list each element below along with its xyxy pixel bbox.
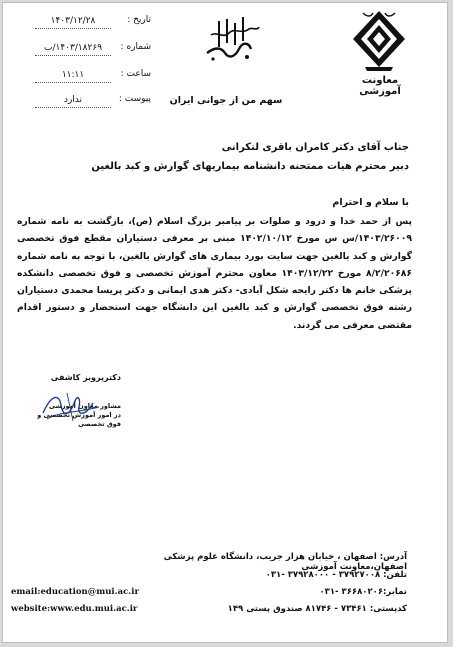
signer-title: مشاور معاون آموزشی bbox=[48, 402, 121, 410]
footer-phone: تلفن: ۳۷۹۲۷۰۰۸ - ۳۷۹۲۸۰۰۰ -۰۳۱ bbox=[265, 570, 407, 580]
attachment-label: پیوست : bbox=[118, 94, 151, 104]
number-field bbox=[21, 42, 151, 56]
date-value: ۱۴۰۳/۱۲/۲۸ bbox=[35, 15, 111, 29]
footer-email: email:education@mui.ac.ir bbox=[11, 587, 139, 597]
letter-page bbox=[2, 2, 448, 643]
footer-website: website:www.edu.mui.ac.ir bbox=[11, 604, 138, 614]
date-label: تاریخ : bbox=[127, 15, 151, 25]
addressee-title: دبیر محترم هیات ممتحنه دانشنامه بیماریهای گوارش و کبد بالغین bbox=[91, 161, 409, 172]
signer-name: دکترپرویز کاشفی bbox=[50, 373, 121, 382]
org-name: معاونت آموزشی bbox=[359, 75, 401, 97]
university-logo bbox=[349, 9, 409, 73]
time-label: ساعت : bbox=[120, 69, 151, 79]
number-value: ۱۴۰۳/۱۸۲۶۹/ب bbox=[35, 42, 111, 56]
number-label: شماره : bbox=[120, 42, 151, 52]
salutation: با سلام و احترام bbox=[332, 197, 409, 208]
footer-postal: کدپستی: ۷۳۴۶۱ - ۸۱۷۴۶ صندوق پستی ۱۴۹ bbox=[227, 604, 407, 614]
attachment-value: ندارد bbox=[35, 94, 111, 108]
slogan: سهم من از جوانی ایران bbox=[169, 95, 283, 106]
time-value: ۱۱:۱۱ bbox=[35, 69, 111, 83]
calligraphy-emblem bbox=[199, 13, 265, 65]
footer-fax: نمابر:۳۶۶۸۰۲۰۶ -۰۳۱ bbox=[319, 587, 407, 597]
time-field bbox=[21, 69, 151, 83]
addressee-name: جناب آقای دکتر کامران باقری لنکرانی bbox=[221, 142, 409, 153]
date-field bbox=[21, 15, 151, 29]
letter-body: پس از حمد خدا و درود و صلوات بر پیامبر بزرگ اسلام (ص)، بازگشت به نامه شماره ۱۴۰۳/۲۶۰۰۹/س س مورخ ۱۴۰۲/۱۰/۱۲ مبنی بر معرفی دستیاران مقطع فوق تخصصی گوارش و کبد بالغین جهت سایت بورد بیماری های گوارش بالغین، با توجه به نامه شماره ۸/۲/۲۰۶۸۶ مورخ ۱۴۰۳/۱۲/۲۲ معاون محترم آموزش تخصصی و فوق تخصصی دانشکده پزشکی خانم ها دکتر رایحه شکل آبادی- دکتر هدی ایمانی و دکتر پریسا محمدی دستیاران رشته فوق تخصصی گوارش و کبد بالغین این دانشگاه جهت استحضار و دستور اقدام مقتضی معرفی می گردند. bbox=[17, 216, 413, 331]
attachment-field bbox=[21, 94, 151, 108]
signer-title-detail: در امور آموزش تخصصی و فوق تخصصی bbox=[37, 411, 121, 428]
handwritten-signature bbox=[37, 387, 107, 425]
footer-address: آدرس: اصفهان ، خیابان هزار جریب، دانشگاه علوم پزشکی اصفهان،معاونت آموزشی bbox=[163, 552, 407, 572]
